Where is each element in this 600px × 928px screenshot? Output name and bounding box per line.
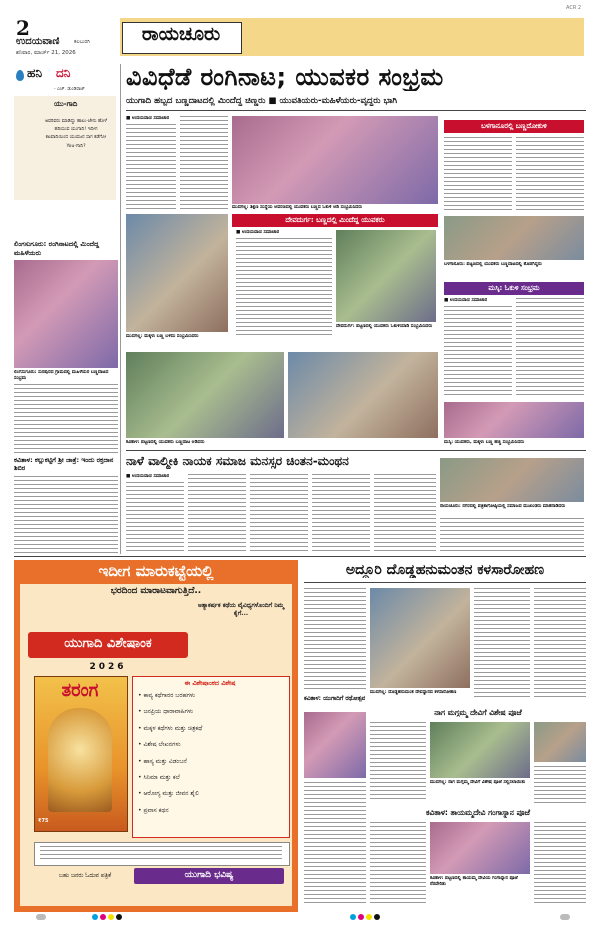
lead-photo-main	[232, 116, 438, 204]
ad-box-title: ಈ ವಿಶೇಷಾಂಕದ ವಿಶೇಷ	[184, 679, 236, 687]
red-box-1-body	[444, 137, 512, 213]
drop-icon	[16, 70, 24, 81]
rb-body-3	[534, 588, 586, 700]
story2-headline: ಕವಿತಾಳ: ಕಲ್ಲುಕಟ್ಟಿಗೆ ಶ್ರೀ ಜಾತ್ರೆ: ಇಂದು ರಕ್ತದಾನ ಶಿಬಿರ	[14, 456, 114, 473]
rb-sub2: ನಾಗ ಮಗ್ಗಮ್ಮ ದೇವಿಗೆ ವಿಶೇಷ ಪೂಜೆ	[434, 708, 522, 717]
story2-body	[14, 476, 118, 554]
poem-text: ಅವರಿವರು ಮಾಡಿದ್ದು ಹಾಲು-ಜೇನು ಹೊಳೆ ಹರಿಯುವ ಯುಗಾದಿ! ಇದೀಗ ಕಟವಾದಿಯಿಂದ ಯುವಜನ ಸಾಗ ಕಡೆಗೋ You-ಗಾದಿ?	[45, 119, 107, 149]
section-title-text: ರಾಯಚೂರು	[141, 23, 221, 45]
rb-headline: ಅದ್ದೂರಿ ದೊಡ್ಡಹನುಮಂತನ ಕಳಸಾರೋಹಣ	[345, 562, 545, 578]
middle-body-4	[312, 474, 370, 552]
lead-dateline: ■ ಉದಯವಾಣಿ ಸಮಾಚಾರ	[126, 116, 170, 121]
rb-photo-2-caption: ಮುದಗಲ್ಲ: ನಾಗ ಮಗ್ಗಮ್ಮ ದೇವಿಗೆ ವಿಶೇಷ ಪೂಜೆ ಸಲ್ಲಿಸಲಾಯಿತು	[430, 780, 526, 785]
registration-dot	[92, 914, 98, 920]
paper-name: ಉದಯವಾಣಿ	[16, 36, 60, 47]
lead-body-col2	[180, 116, 228, 212]
ad-footer2: ಯುಗಾದಿ ಭವಿಷ್ಯ	[184, 870, 234, 880]
corner-tag: ACR 2	[566, 5, 582, 11]
rb-body-4	[304, 782, 366, 906]
rb-body-7	[370, 822, 426, 906]
magazine-name: ತರಂಗ	[61, 680, 99, 701]
registration-dot	[374, 914, 380, 920]
lead-photo-main-caption: ಮುದಗಲ್ಲ: ಶಿಕ್ಷಣ ಸಂಸ್ಥೆಯ ಆವರಣದಲ್ಲಿ ಯುವಕರು ಬಣ್ಣದ ಓಕುಳಿ ಆಡಿ ಸಂಭ್ರಮಿಸಿದರು	[232, 205, 363, 210]
story1-photo	[14, 260, 118, 368]
ad-feature-item: • ವಿಶೇಷ ಲೇಖನಗಳು	[138, 741, 181, 749]
ad-footer-text	[40, 846, 282, 860]
magazine-illustration	[48, 708, 112, 812]
red-box-3-photo	[444, 402, 584, 438]
middle-body-2	[188, 474, 246, 552]
red-box-3-body	[444, 306, 512, 398]
lead-headline: ವಿವಿಧೆಡೆ ರಂಗಿನಾಟ; ಯುವಕರ ಸಂಭ್ರಮ	[126, 63, 444, 91]
red-box-2-body	[236, 238, 332, 338]
registration-dot	[560, 914, 570, 920]
sidebar-divider	[120, 64, 121, 554]
red-box-3-body2	[516, 298, 584, 398]
red-box-2-caption: ದೇವದುರ್ಗ: ಪಟ್ಟಣದಲ್ಲಿ ಯುವಕರು ಓಕುಳಿಯಾಡಿ ಸಂಭ್ರಮಿಸಿದರು	[336, 324, 433, 329]
ad-feature-item: • ಪ್ರವಾಸ ಕಥನ	[138, 806, 169, 814]
story1-body	[14, 384, 118, 454]
ad-feature-item: • ಕಾವ್ಯ ಕಥೆಗಾರರ ಬರಹಗಳು	[138, 692, 196, 699]
middle-photo-caption: ರಾಯಚೂರು: ನಗರದಲ್ಲಿ ಪತ್ರಿಕಾಗೋಷ್ಠಿಯಲ್ಲಿ ಸಮಾಜದ ಮುಖಂಡರು ಮಾತನಾಡಿದರು	[440, 504, 566, 509]
middle-body-6	[440, 518, 584, 552]
middle-body-5	[374, 474, 436, 552]
ad-sub-banner: ಭರದಿಂದ ಮಾರಾಟವಾಗುತ್ತಿದೆ..	[110, 586, 202, 596]
rb-photo-4	[430, 822, 530, 874]
rb-photo-3	[534, 722, 586, 762]
ad-special-title: ಯುಗಾದಿ ವಿಶೇಷಾಂಕ	[64, 636, 152, 651]
red-box-2: ದೇವದುರ್ಗ: ಬಣ್ಣದಲ್ಲಿ ಮಿಂದೆದ್ದ ಯುವಕರು	[232, 214, 438, 227]
red-box-1-caption: ಬಳಗಾನೂರು: ಪಟ್ಟಣದಲ್ಲಿ ಯುವಕರು ಬಣ್ಣದಾಟದಲ್ಲಿ ತೊಡಗಿದ್ದರು	[444, 262, 542, 267]
rb-photo-1	[370, 588, 470, 688]
middle-photo	[440, 458, 584, 502]
rb-body-5	[370, 722, 426, 802]
ad-year: 2026	[89, 662, 127, 672]
ad-feature-list	[138, 692, 284, 823]
registration-dot	[350, 914, 356, 920]
edition: ಕಲಬುರಗಿ	[74, 39, 90, 45]
ad-feature-item: • ಜನಪ್ರಿಯ ಧಾರಾವಾಹಿಗಳು	[138, 708, 194, 716]
registration-marks	[0, 912, 600, 928]
sidebar-column	[14, 64, 118, 554]
middle-headline: ನಾಳೆ ವಾಲ್ಮೀಕಿ ನಾಯಕ ಸಮಾಜ ಮನಸ್ಸರ ಚಿಂತನ-ಮಂಥನ	[126, 454, 349, 468]
rb-sub1: ಕವಿತಾಳ: ಯುಗಾದಿಗೆ ರಥೋತ್ಸವ	[304, 696, 366, 702]
rb-photo-chariot	[304, 712, 366, 778]
registration-dot	[358, 914, 364, 920]
poem-title: ಯು-ಗಾದಿ	[54, 100, 78, 108]
rb-photo-2	[430, 722, 530, 778]
rb-rule	[304, 582, 586, 583]
lead-photo-bottom-caption: ಕವಿತಾಳ: ಪಟ್ಟಣದಲ್ಲಿ ಯುವಕರು ಬಣ್ಣದಾಟ ಆಡಿದರು	[126, 440, 205, 445]
story1-caption: ಲಿಂಗಸುಗೂರು: ಸುರಪುರದ ಗ್ರಾಮದಲ್ಲಿ ಮಹಿಳೆಯರ ಬಣ್ಣದಾಟದ ಸಂಭ್ರಮ	[14, 370, 109, 381]
ad-feature-item: • ಹಾಸ್ಯ ಮತ್ತು ವಿಡಂಬನೆ	[138, 757, 187, 765]
middle-body-3	[250, 474, 308, 552]
ad-feature-item: • ಸಿನಿಮಾ ಮತ್ತು ಕಲೆ	[138, 773, 180, 781]
registration-dot	[366, 914, 372, 920]
red-box-3: ಮಸ್ಕಿ: ಓಕುಳಿ ಸಂಭ್ರಮ	[444, 282, 584, 295]
lead-subheadline: ಯುಗಾದಿ ಹಬ್ಬದ ಬಣ್ಣದಾಟದಲ್ಲಿ ಮಿಂದೆದ್ದ ಚಿಣ್ಣರು ■ ಯುವತಿಯರು-ಮಹಿಳೆಯರು-ವೃದ್ಧರು ಭಾಗಿ	[126, 96, 398, 106]
rb-body-2	[474, 588, 530, 700]
lead-bottom-rule	[126, 450, 586, 451]
red-box-1: ಬಳಗಾನೂರಲ್ಲಿ ಬಣ್ಣದೋಕುಳಿ	[444, 120, 584, 133]
column-name-a: ಹನಿ	[27, 66, 42, 80]
registration-dot	[36, 914, 46, 920]
rb-body-6	[534, 766, 586, 806]
ad-feature-item: • ಆರೋಗ್ಯ ಮತ್ತು ಜೀವನ ಶೈಲಿ	[138, 790, 199, 798]
lead-photo-kids-caption: ಮುದಗಲ್ಲ: ಮಕ್ಕಳು ಬಣ್ಣ ಬಳಿದು ಸಂಭ್ರಮಿಸಿದರು	[126, 334, 199, 339]
red-box-3-caption: ಮಸ್ಕಿ: ಯುವಕರು, ಮಕ್ಕಳು ಬಣ್ಣ ಹಚ್ಚಿ ಸಂಭ್ರಮಿಸಿದರು	[444, 440, 525, 445]
registration-dot	[108, 914, 114, 920]
red-box-1-photo	[444, 216, 584, 260]
red-box-3-dateline: ■ ಉದಯವಾಣಿ ಸಮಾಚಾರ	[444, 298, 488, 303]
rb-body-1	[304, 588, 366, 692]
middle-bottom-rule	[14, 556, 586, 557]
magazine-price: ₹75	[38, 818, 49, 824]
red-box-2-dateline: ■ ಉದಯವಾಣಿ ಸಮಾಚಾರ	[236, 230, 280, 235]
date: ಶನಿವಾರ, ಮಾರ್ಚ್ 21, 2026	[16, 50, 76, 56]
rb-sub3: ಕವಿತಾಳ: ತಾಯಮ್ಮದೇವಿ ಗಂಗಾಸ್ನಾನ ಪೂಜೆ	[425, 808, 530, 817]
middle-dateline: ■ ಉದಯವಾಣಿ ಸಮಾಚಾರ	[126, 474, 170, 479]
registration-dot	[100, 914, 106, 920]
lead-rule	[126, 110, 586, 111]
rb-photo-4-caption: ಕವಿತಾಳ: ಪಟ್ಟಣದಲ್ಲಿ ತಾಯಮ್ಮ ದೇವಿಯ ಗಂಗಾಸ್ನಾನ ಪೂಜೆ ನೆರವೇರಿತು	[430, 876, 518, 887]
byline: - ಎಚ್. ಡುಂಡಿರಾಜ್	[54, 87, 85, 92]
red-box-1-body2	[516, 137, 584, 213]
page-number: 2	[16, 16, 30, 40]
lead-photo-kids	[126, 214, 228, 332]
ad-tagline: ಅತ್ಯಾಕರ್ಷಕ ಕಥೆಯ ವೈವಿಧ್ಯಗಳೊಂದಿಗೆ ನಿಮ್ಮ ಕೈಗೆ...	[197, 602, 285, 617]
middle-body-1	[126, 482, 184, 552]
red-box-2-photo	[336, 230, 436, 322]
ad-feature-item: • ಮಕ್ಕಳ ಕಥೆಗಳು ಮತ್ತು ಚಿತ್ರಕಥೆ	[138, 724, 203, 732]
story1-headline: ಲಿಂಗಸುಗೂರು: ರಂಗಿನಾಟದಲ್ಲಿ ಮಿಂದೆದ್ದ ಮಹಿಳೆಯರು	[14, 240, 100, 257]
lead-photo-bottom-right	[288, 352, 438, 438]
column-name-b: ದನಿ	[56, 66, 71, 80]
rb-body-8	[534, 822, 586, 906]
ad-footer1: ಬಹು ಜನರು ಓದುವ ಪತ್ರಿಕೆ	[58, 872, 112, 879]
rb-photo-1-caption: ಮುದಗಲ್ಲ: ದೊಡ್ಡಹನುಮಂತ ದೇವಸ್ಥಾನದ ಕಳಸಾರೋಹಣ	[370, 690, 457, 695]
lead-body-col1	[126, 124, 176, 212]
lead-photo-bottom-left	[126, 352, 284, 438]
masthead	[0, 0, 600, 62]
registration-dot	[116, 914, 122, 920]
ad-top-banner: ಇದೀಗ ಮಾರುಕಟ್ಟೆಯಲ್ಲಿ	[98, 562, 214, 580]
